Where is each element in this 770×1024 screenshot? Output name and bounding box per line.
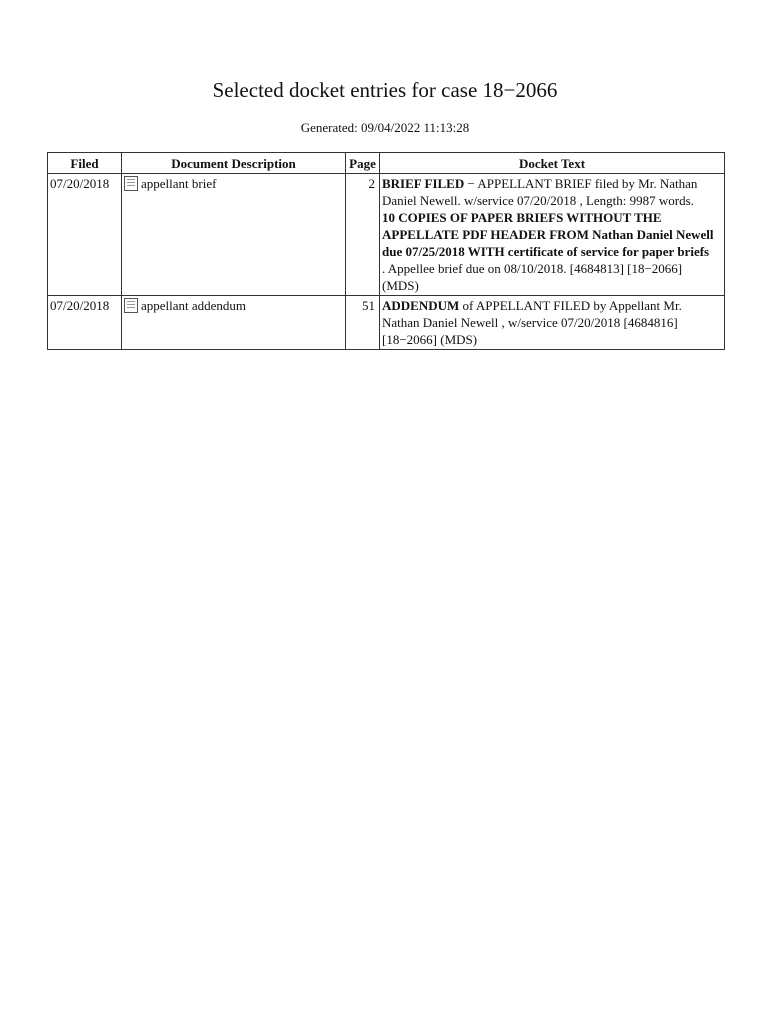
document-description-cell bbox=[122, 174, 346, 296]
docket-text-lead: BRIEF FILED bbox=[382, 176, 465, 191]
document-link[interactable]: appellant addendum bbox=[141, 298, 247, 313]
table-row bbox=[48, 174, 725, 296]
header-document-description: Document Description bbox=[122, 153, 346, 174]
docket-text-tail: . Appellee brief due on 08/10/2018. [4684813] [18−2066] (MDS) bbox=[382, 261, 683, 293]
docket-text-lead: ADDENDUM bbox=[382, 298, 460, 313]
header-page: Page bbox=[346, 153, 380, 174]
document-icon[interactable] bbox=[124, 298, 138, 313]
docket-text-body: − APPELLANT BRIEF filed by Mr. Nathan Daniel Newell. w/service 07/20/2018 , Length: 9987 words. bbox=[382, 176, 698, 208]
table-header-row bbox=[48, 153, 725, 174]
filed-date: 07/20/2018 bbox=[48, 296, 122, 350]
filed-date: 07/20/2018 bbox=[48, 174, 122, 296]
docket-text bbox=[380, 174, 725, 296]
table-row bbox=[48, 296, 725, 350]
page-title: Selected docket entries for case 18−2066 bbox=[212, 78, 558, 102]
docket-text bbox=[380, 296, 725, 350]
document-link[interactable]: appellant brief bbox=[141, 176, 217, 191]
page-number: 51 bbox=[346, 296, 380, 350]
document-description-cell bbox=[122, 296, 346, 350]
docket-text-bold-block: 10 COPIES OF PAPER BRIEFS WITHOUT THE APPELLATE PDF HEADER FROM Nathan Daniel Newell due 07/25/2018 WITH certificate of service for paper briefs bbox=[382, 210, 714, 259]
docket-text-body: of APPELLANT FILED by Appellant Mr. Nathan Daniel Newell , w/service 07/20/2018 [4684816] [18−2066] (MDS) bbox=[382, 298, 682, 347]
document-icon[interactable] bbox=[124, 176, 138, 191]
header-filed: Filed bbox=[48, 153, 122, 174]
header-docket-text: Docket Text bbox=[380, 153, 725, 174]
docket-table bbox=[47, 152, 725, 350]
page-number: 2 bbox=[346, 174, 380, 296]
generated-timestamp: Generated: 09/04/2022 11:13:28 bbox=[300, 120, 470, 135]
